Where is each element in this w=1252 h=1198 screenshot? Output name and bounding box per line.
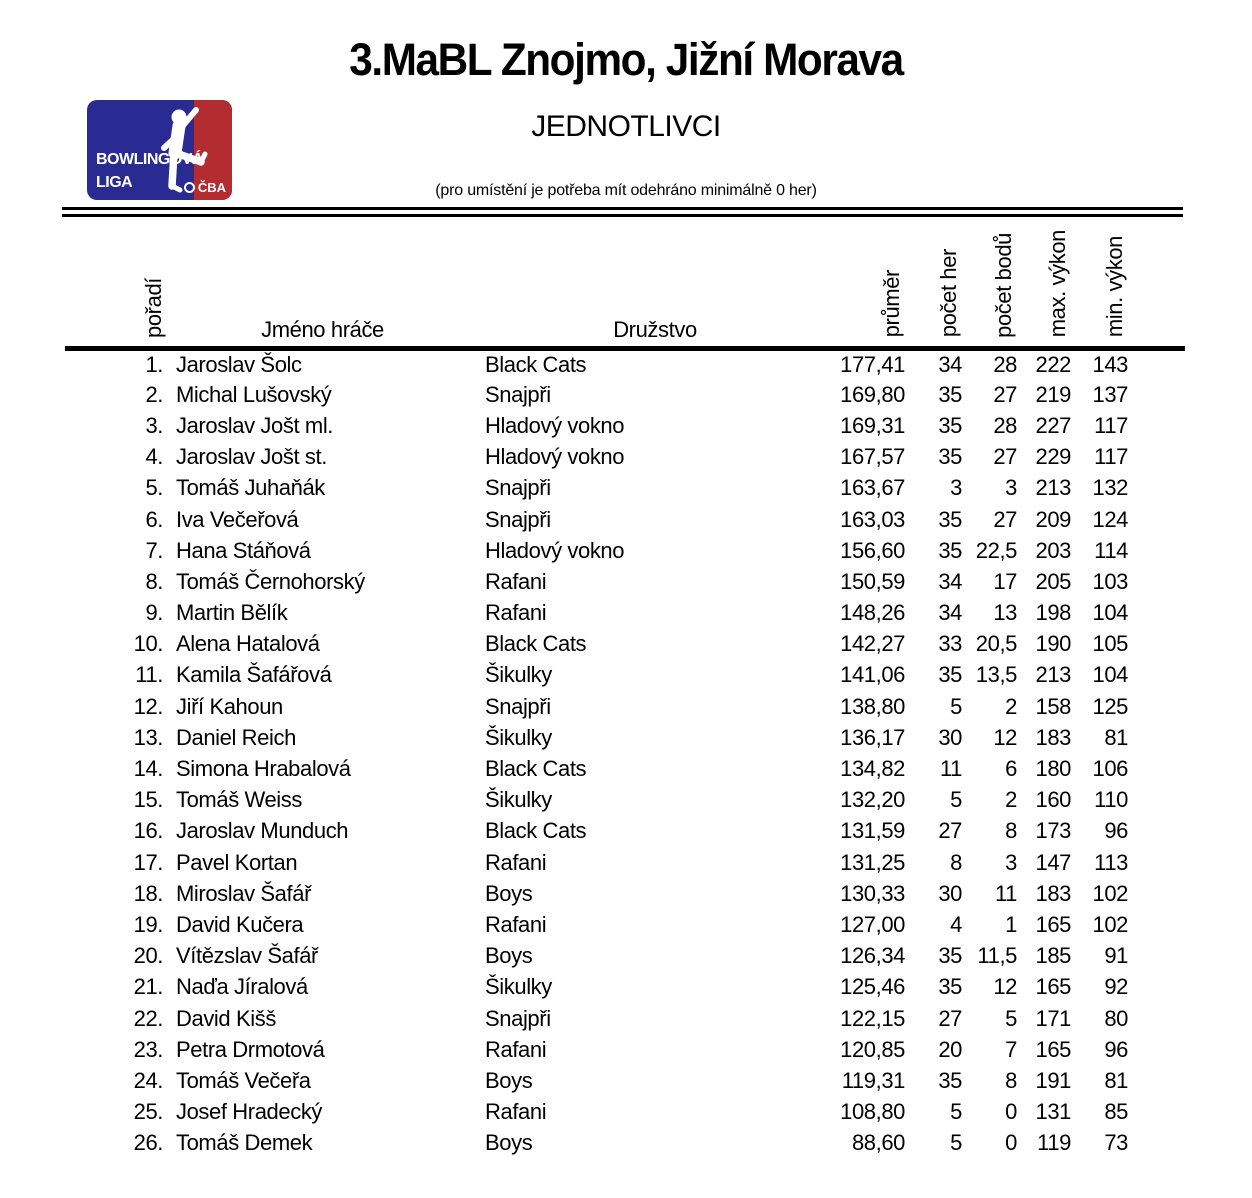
cell-spacer bbox=[1128, 379, 1185, 410]
cell-games: 35 bbox=[938, 1067, 962, 1093]
cell-average: 138,80 bbox=[840, 693, 905, 719]
cell-team: Black Cats bbox=[485, 756, 587, 782]
cell-average: 141,06 bbox=[840, 662, 905, 688]
cell-player-name: Jaroslav Jošt st. bbox=[176, 444, 327, 470]
table-row bbox=[65, 566, 1185, 597]
cell-rank: 25. bbox=[133, 1099, 163, 1125]
cell-team: Šikulky bbox=[485, 662, 552, 688]
cell-average: 127,00 bbox=[840, 911, 905, 937]
cell-points: 3 bbox=[1005, 849, 1017, 875]
cell-average: 131,25 bbox=[840, 849, 905, 875]
cell-player-name: Jaroslav Jošt ml. bbox=[176, 412, 334, 438]
cell-games: 35 bbox=[938, 381, 962, 407]
cell-team: Hladový vokno bbox=[485, 412, 625, 438]
cell-max-score: 173 bbox=[1035, 818, 1071, 844]
cell-games: 34 bbox=[938, 568, 962, 594]
cell-average: 122,15 bbox=[840, 1005, 905, 1031]
cell-rank: 23. bbox=[133, 1036, 163, 1062]
cell-min-score: 92 bbox=[1104, 974, 1128, 1000]
cell-average: 130,33 bbox=[840, 880, 905, 906]
cell-points: 12 bbox=[993, 974, 1017, 1000]
cell-team: Boys bbox=[485, 880, 533, 906]
cell-min-score: 104 bbox=[1092, 662, 1128, 688]
cell-rank: 14. bbox=[133, 756, 163, 782]
cell-rank: 11. bbox=[135, 662, 163, 688]
table-row bbox=[65, 442, 1185, 473]
cell-points: 6 bbox=[1005, 756, 1017, 782]
cell-max-score: 183 bbox=[1035, 880, 1071, 906]
cell-max-score: 119 bbox=[1037, 1130, 1071, 1156]
cell-player-name: Alena Hatalová bbox=[176, 631, 320, 657]
cba-badge-label: ČBA bbox=[197, 180, 226, 195]
cell-points: 28 bbox=[993, 412, 1017, 438]
cell-min-score: 96 bbox=[1104, 1036, 1128, 1062]
cell-spacer bbox=[1128, 909, 1185, 940]
cell-team: Rafani bbox=[485, 911, 547, 937]
cell-min-score: 96 bbox=[1104, 818, 1128, 844]
cell-average: 150,59 bbox=[840, 568, 905, 594]
cell-average: 88,60 bbox=[851, 1130, 905, 1156]
table-row bbox=[65, 909, 1185, 940]
cell-min-score: 91 bbox=[1104, 943, 1128, 969]
cell-spacer bbox=[1128, 566, 1185, 597]
cell-spacer bbox=[1128, 410, 1185, 441]
table-row bbox=[65, 1003, 1185, 1034]
header-points-count: počet bodů bbox=[991, 232, 1016, 338]
cell-max-score: 205 bbox=[1035, 568, 1071, 594]
results-table bbox=[65, 220, 1185, 1159]
cell-points: 8 bbox=[1005, 1067, 1017, 1093]
cell-rank: 7. bbox=[145, 537, 163, 563]
cell-spacer bbox=[1128, 504, 1185, 535]
cell-points: 1 bbox=[1005, 911, 1017, 937]
cell-points: 27 bbox=[993, 444, 1017, 470]
cell-rank: 6. bbox=[145, 506, 163, 532]
table-row bbox=[65, 410, 1185, 441]
table-row bbox=[65, 847, 1185, 878]
cell-player-name: Tomáš Večeřa bbox=[176, 1067, 311, 1093]
cell-points: 20,5 bbox=[975, 631, 1017, 657]
cell-average: 167,57 bbox=[840, 444, 905, 470]
cell-average: 169,80 bbox=[840, 381, 905, 407]
cell-player-name: Petra Drmotová bbox=[176, 1036, 325, 1062]
cell-points: 8 bbox=[1005, 818, 1017, 844]
cell-rank: 12. bbox=[133, 693, 163, 719]
cell-games: 5 bbox=[950, 1099, 962, 1125]
cell-rank: 1. bbox=[145, 351, 163, 377]
cell-spacer bbox=[1128, 598, 1185, 629]
cell-points: 13,5 bbox=[975, 662, 1017, 688]
cell-games: 30 bbox=[938, 724, 962, 750]
cell-points: 7 bbox=[1005, 1036, 1017, 1062]
cell-max-score: 222 bbox=[1035, 351, 1071, 377]
cell-average: 156,60 bbox=[840, 537, 905, 563]
table-row bbox=[65, 379, 1185, 410]
cell-rank: 15. bbox=[133, 787, 163, 813]
cell-min-score: 110 bbox=[1094, 787, 1128, 813]
cell-min-score: 102 bbox=[1092, 880, 1128, 906]
cell-games: 3 bbox=[950, 475, 962, 501]
cell-min-score: 113 bbox=[1094, 849, 1128, 875]
cell-rank: 8. bbox=[145, 568, 163, 594]
cell-games: 8 bbox=[950, 849, 962, 875]
cell-min-score: 81 bbox=[1104, 1067, 1128, 1093]
cell-games: 27 bbox=[938, 1005, 962, 1031]
cell-points: 17 bbox=[993, 568, 1017, 594]
cell-team: Šikulky bbox=[485, 724, 552, 750]
cell-player-name: Iva Večeřová bbox=[176, 506, 299, 532]
table-row bbox=[65, 504, 1185, 535]
cell-average: 134,82 bbox=[840, 756, 905, 782]
cell-rank: 22. bbox=[133, 1005, 163, 1031]
table-row bbox=[65, 598, 1185, 629]
cell-player-name: Jiří Kahoun bbox=[176, 693, 283, 719]
cell-max-score: 213 bbox=[1035, 662, 1071, 688]
table-row bbox=[65, 816, 1185, 847]
cell-min-score: 137 bbox=[1092, 381, 1128, 407]
cell-min-score: 132 bbox=[1092, 475, 1128, 501]
cell-max-score: 209 bbox=[1035, 506, 1071, 532]
cell-rank: 17. bbox=[133, 849, 163, 875]
cell-player-name: Miroslav Šafář bbox=[176, 880, 311, 906]
cell-max-score: 190 bbox=[1035, 631, 1071, 657]
cell-team: Snajpři bbox=[485, 693, 551, 719]
cell-average: 163,67 bbox=[840, 475, 905, 501]
header-team: Družstvo bbox=[613, 316, 697, 342]
cell-player-name: Tomáš Juhaňák bbox=[176, 475, 325, 501]
cell-spacer bbox=[1128, 1065, 1185, 1096]
cell-points: 2 bbox=[1005, 693, 1017, 719]
cell-average: 136,17 bbox=[840, 724, 905, 750]
cell-average: 119,31 bbox=[841, 1067, 905, 1093]
cell-player-name: Daniel Reich bbox=[176, 724, 296, 750]
header-min-score: min. výkon bbox=[1102, 236, 1127, 338]
cell-average: 120,85 bbox=[840, 1036, 905, 1062]
cell-min-score: 125 bbox=[1092, 693, 1128, 719]
cell-spacer bbox=[1128, 629, 1185, 660]
cell-spacer bbox=[1128, 348, 1185, 379]
table-row bbox=[65, 473, 1185, 504]
table-row bbox=[65, 535, 1185, 566]
cell-max-score: 227 bbox=[1035, 412, 1071, 438]
header-average: průměr bbox=[879, 270, 904, 338]
cell-games: 4 bbox=[950, 911, 962, 937]
cell-player-name: Jaroslav Šolc bbox=[176, 351, 302, 377]
cell-average: 131,59 bbox=[840, 818, 905, 844]
cell-max-score: 165 bbox=[1035, 1036, 1071, 1062]
cell-games: 5 bbox=[950, 1130, 962, 1156]
cell-average: 148,26 bbox=[840, 600, 905, 626]
table-row bbox=[65, 348, 1185, 379]
cell-points: 3 bbox=[1005, 475, 1017, 501]
cell-games: 35 bbox=[938, 412, 962, 438]
logo-text-line2: LIGA bbox=[96, 174, 133, 192]
cell-games: 35 bbox=[938, 444, 962, 470]
cell-rank: 20. bbox=[133, 943, 163, 969]
cell-min-score: 114 bbox=[1094, 537, 1128, 563]
cell-max-score: 171 bbox=[1035, 1005, 1071, 1031]
cell-player-name: Martin Bělík bbox=[176, 600, 288, 626]
cell-team: Šikulky bbox=[485, 787, 552, 813]
cell-spacer bbox=[1128, 442, 1185, 473]
cell-team: Black Cats bbox=[485, 631, 587, 657]
cell-average: 108,80 bbox=[840, 1099, 905, 1125]
cell-points: 27 bbox=[993, 506, 1017, 532]
cell-spacer bbox=[1128, 691, 1185, 722]
header-max-score: max. výkon bbox=[1045, 230, 1070, 338]
page-title: 3.MaBL Znojmo, Jižní Morava bbox=[349, 34, 903, 85]
cell-player-name: Tomáš Demek bbox=[176, 1130, 313, 1156]
cell-spacer bbox=[1128, 722, 1185, 753]
cell-team: Rafani bbox=[485, 568, 547, 594]
cell-games: 30 bbox=[938, 880, 962, 906]
cell-team: Snajpři bbox=[485, 475, 551, 501]
cell-max-score: 213 bbox=[1035, 475, 1071, 501]
cell-min-score: 117 bbox=[1094, 444, 1128, 470]
cell-rank: 13. bbox=[133, 724, 163, 750]
cell-max-score: 147 bbox=[1035, 849, 1071, 875]
qualification-note: (pro umístění je potřeba mít odehráno minimálně 0 her) bbox=[435, 182, 817, 199]
table-row bbox=[65, 1128, 1185, 1159]
cell-min-score: 104 bbox=[1092, 600, 1128, 626]
header-row bbox=[65, 220, 1185, 348]
cell-rank: 18. bbox=[133, 880, 163, 906]
cell-spacer bbox=[1128, 972, 1185, 1003]
cell-spacer bbox=[1128, 1128, 1185, 1159]
cell-spacer bbox=[1128, 1097, 1185, 1128]
cell-max-score: 131 bbox=[1035, 1099, 1071, 1125]
cell-team: Rafani bbox=[485, 600, 547, 626]
cell-games: 35 bbox=[938, 943, 962, 969]
cell-player-name: Michal Lušovský bbox=[176, 381, 332, 407]
cell-spacer bbox=[1128, 847, 1185, 878]
cell-games: 5 bbox=[950, 787, 962, 813]
cell-rank: 16. bbox=[133, 818, 163, 844]
cell-average: 169,31 bbox=[840, 412, 905, 438]
cell-max-score: 180 bbox=[1035, 756, 1071, 782]
cell-player-name: Pavel Kortan bbox=[176, 849, 298, 875]
results-table-body bbox=[65, 348, 1185, 1159]
cell-rank: 4. bbox=[145, 444, 163, 470]
cell-player-name: Tomáš Černohorský bbox=[176, 568, 365, 594]
cell-max-score: 165 bbox=[1035, 911, 1071, 937]
cell-games: 27 bbox=[938, 818, 962, 844]
cell-games: 11 bbox=[939, 756, 962, 782]
cell-team: Rafani bbox=[485, 1036, 547, 1062]
cell-spacer bbox=[1128, 816, 1185, 847]
cell-max-score: 203 bbox=[1035, 537, 1071, 563]
cell-max-score: 160 bbox=[1035, 787, 1071, 813]
cell-spacer bbox=[1128, 878, 1185, 909]
header-spacer bbox=[1128, 220, 1185, 348]
cell-player-name: Simona Hrabalová bbox=[176, 756, 351, 782]
cell-rank: 26. bbox=[133, 1130, 163, 1156]
cell-team: Hladový vokno bbox=[485, 537, 625, 563]
table-row bbox=[65, 1097, 1185, 1128]
cell-team: Snajpři bbox=[485, 1005, 551, 1031]
cell-team: Šikulky bbox=[485, 974, 552, 1000]
cell-team: Black Cats bbox=[485, 351, 587, 377]
cell-rank: 3. bbox=[145, 412, 163, 438]
cell-team: Rafani bbox=[485, 1099, 547, 1125]
table-row bbox=[65, 722, 1185, 753]
cell-min-score: 102 bbox=[1092, 911, 1128, 937]
cell-min-score: 106 bbox=[1092, 756, 1128, 782]
cell-team: Boys bbox=[485, 943, 533, 969]
cell-player-name: David Kišš bbox=[176, 1005, 276, 1031]
cell-spacer bbox=[1128, 535, 1185, 566]
cell-rank: 5. bbox=[145, 475, 163, 501]
cell-player-name: Kamila Šafářová bbox=[176, 662, 332, 688]
cell-rank: 10. bbox=[133, 631, 163, 657]
table-row bbox=[65, 753, 1185, 784]
cell-points: 0 bbox=[1005, 1099, 1017, 1125]
cell-max-score: 229 bbox=[1035, 444, 1071, 470]
double-rule bbox=[62, 207, 1183, 217]
table-row bbox=[65, 1034, 1185, 1065]
cell-points: 5 bbox=[1005, 1005, 1017, 1031]
cell-average: 177,41 bbox=[840, 351, 905, 377]
cell-spacer bbox=[1128, 785, 1185, 816]
cell-min-score: 143 bbox=[1092, 351, 1128, 377]
cell-average: 142,27 bbox=[840, 631, 905, 657]
cell-points: 22,5 bbox=[975, 537, 1017, 563]
table-row bbox=[65, 629, 1185, 660]
cell-min-score: 85 bbox=[1104, 1099, 1128, 1125]
cell-spacer bbox=[1128, 753, 1185, 784]
cell-team: Boys bbox=[485, 1130, 533, 1156]
cell-average: 132,20 bbox=[840, 787, 905, 813]
cell-average: 126,34 bbox=[840, 943, 905, 969]
cell-spacer bbox=[1128, 660, 1185, 691]
cell-spacer bbox=[1128, 1003, 1185, 1034]
section-title: JEDNOTLIVCI bbox=[531, 110, 721, 143]
cell-average: 163,03 bbox=[840, 506, 905, 532]
cell-games: 5 bbox=[950, 693, 962, 719]
cell-min-score: 117 bbox=[1094, 412, 1128, 438]
cell-min-score: 80 bbox=[1104, 1005, 1128, 1031]
cell-team: Black Cats bbox=[485, 818, 587, 844]
cell-max-score: 183 bbox=[1035, 724, 1071, 750]
table-row bbox=[65, 785, 1185, 816]
cell-points: 11 bbox=[994, 880, 1017, 906]
cell-player-name: David Kučera bbox=[176, 911, 304, 937]
cell-points: 2 bbox=[1005, 787, 1017, 813]
cell-max-score: 219 bbox=[1035, 381, 1071, 407]
cell-spacer bbox=[1128, 1034, 1185, 1065]
cell-points: 13 bbox=[993, 600, 1017, 626]
header-player-name: Jméno hráče bbox=[261, 316, 384, 342]
cell-max-score: 165 bbox=[1035, 974, 1071, 1000]
cell-team: Snajpři bbox=[485, 381, 551, 407]
cell-rank: 9. bbox=[145, 600, 163, 626]
cell-max-score: 185 bbox=[1035, 943, 1071, 969]
cell-points: 12 bbox=[993, 724, 1017, 750]
cell-min-score: 103 bbox=[1092, 568, 1128, 594]
cell-rank: 2. bbox=[145, 381, 163, 407]
cell-games: 35 bbox=[938, 662, 962, 688]
table-row bbox=[65, 691, 1185, 722]
cell-min-score: 73 bbox=[1104, 1130, 1128, 1156]
cell-games: 34 bbox=[938, 600, 962, 626]
table-row bbox=[65, 941, 1185, 972]
table-row bbox=[65, 878, 1185, 909]
cell-games: 35 bbox=[938, 974, 962, 1000]
cell-games: 34 bbox=[938, 351, 962, 377]
cell-average: 125,46 bbox=[840, 974, 905, 1000]
cell-player-name: Hana Stáňová bbox=[176, 537, 311, 563]
cell-player-name: Jaroslav Munduch bbox=[176, 818, 349, 844]
cell-min-score: 105 bbox=[1092, 631, 1128, 657]
cell-spacer bbox=[1128, 941, 1185, 972]
cell-spacer bbox=[1128, 473, 1185, 504]
cell-max-score: 191 bbox=[1035, 1067, 1071, 1093]
cell-team: Rafani bbox=[485, 849, 547, 875]
cell-games: 20 bbox=[938, 1036, 962, 1062]
cell-games: 35 bbox=[938, 537, 962, 563]
cell-rank: 21. bbox=[133, 974, 163, 1000]
table-row bbox=[65, 660, 1185, 691]
cell-player-name: Tomáš Weiss bbox=[176, 787, 302, 813]
cell-points: 0 bbox=[1005, 1130, 1017, 1156]
logo-text-line1: BOWLINGOVÁ bbox=[96, 151, 203, 168]
cell-player-name: Vítězslav Šafář bbox=[176, 943, 318, 969]
cell-team: Hladový vokno bbox=[485, 444, 625, 470]
header-games-count: počet her bbox=[936, 249, 961, 338]
cell-games: 33 bbox=[938, 631, 962, 657]
cell-games: 35 bbox=[938, 506, 962, 532]
table-row bbox=[65, 1065, 1185, 1096]
cell-points: 27 bbox=[993, 381, 1017, 407]
cell-points: 11,5 bbox=[977, 943, 1017, 969]
cell-player-name: Naďa Jíralová bbox=[176, 974, 308, 1000]
cell-rank: 19. bbox=[133, 911, 163, 937]
cell-team: Snajpři bbox=[485, 506, 551, 532]
cell-points: 28 bbox=[993, 351, 1017, 377]
cell-team: Boys bbox=[485, 1067, 533, 1093]
table-row bbox=[65, 972, 1185, 1003]
cell-min-score: 124 bbox=[1092, 506, 1128, 532]
cell-min-score: 81 bbox=[1104, 724, 1128, 750]
cell-rank: 24. bbox=[133, 1067, 163, 1093]
cell-player-name: Josef Hradecký bbox=[176, 1099, 323, 1125]
cell-max-score: 198 bbox=[1035, 600, 1071, 626]
cell-max-score: 158 bbox=[1035, 693, 1071, 719]
header-rank: pořadí bbox=[141, 277, 166, 338]
